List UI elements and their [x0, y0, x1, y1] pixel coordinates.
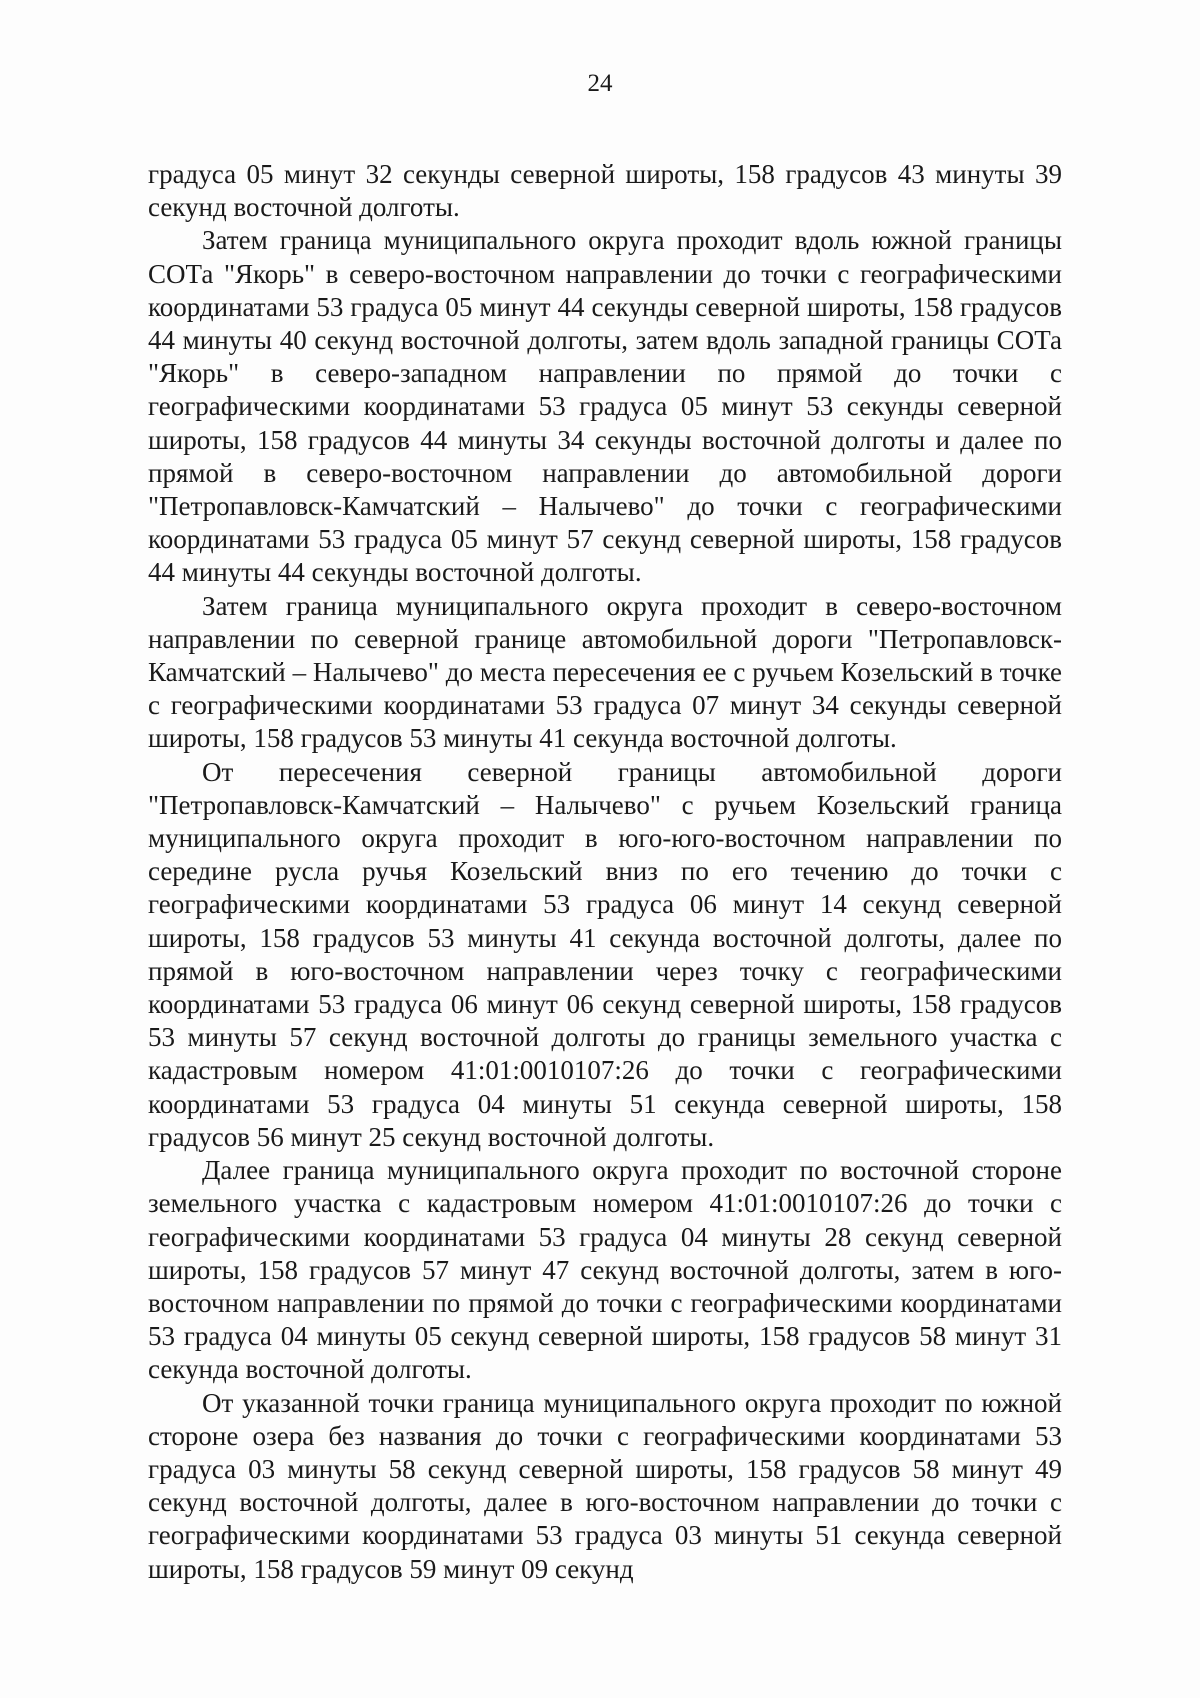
paragraph: Далее граница муниципального округа проходит по восточной стороне земельного участка с кадастровым номером 41:01:0010107:26 до точки с географическими координатами 53 градуса 04 минуты 28 секунд северной широты, 158 градусов 57 минут 47 секунд восточной долготы, затем в юго-восточном направлении по прямой до точки с географическими координатами 53 градуса 04 минуты 05 секунд северной широты, 158 градусов 58 минут 31 секунда восточной долготы.	[148, 1155, 1062, 1385]
paragraph: Затем граница муниципального округа проходит вдоль южной границы СОТа "Якорь" в северо-восточном направлении до точки с географическими координатами 53 градуса 05 минут 44 секунды северной широты, 158 градусов 44 минуты 40 секунд восточной долготы, затем вдоль западной границы СОТа "Якорь" в северо-западном направлении по прямой до точки с географическими координатами 53 градуса 05 минут 53 секунды северной широты, 158 градусов 44 минуты 34 секунды восточной долготы и далее по прямой в северо-восточном направлении до автомобильной дороги "Петропавловск-Камчатский – Налычево" до точки с географическими координатами 53 градуса 05 минут 57 секунд северной широты, 158 градусов 44 минуты 44 секунды восточной долготы.	[148, 225, 1062, 588]
paragraph: Затем граница муниципального округа проходит в северо-восточном направлении по северной границе автомобильной дороги "Петропавловск-Камчатский – Налычево" до места пересечения ее с ручьем Козельский в точке с географическими координатами 53 градуса 07 минут 34 секунды северной широты, 158 градусов 53 минуты 41 секунда восточной долготы.	[148, 590, 1062, 754]
document-body	[148, 158, 1062, 1586]
paragraph-continuation: градуса 05 минут 32 секунды северной широты, 158 градусов 43 минуты 39 секунд восточной долготы.	[148, 159, 1062, 223]
paragraph: От пересечения северной границы автомобильной дороги "Петропавловск-Камчатский – Налычево" с ручьем Козельский граница муниципального округа проходит в юго-юго-восточном направлении по середине русла ручья Козельский вниз по его течению до точки с географическими координатами 53 градуса 06 минут 14 секунд северной широты, 158 градусов 53 минуты 41 секунда восточной долготы, далее по прямой в юго-восточном направлении через точку с географическими координатами 53 градуса 06 минут 06 секунд северной широты, 158 градусов 53 минуты 57 секунд восточной долготы до границы земельного участка с кадастровым номером 41:01:0010107:26 до точки с географическими координатами 53 градуса 04 минуты 51 секунда северной широты, 158 градусов 56 минут 25 секунд восточной долготы.	[148, 756, 1062, 1152]
paragraph: От указанной точки граница муниципального округа проходит по южной стороне озера без названия до точки с географическими координатами 53 градуса 03 минуты 58 секунд северной широты, 158 градусов 58 минут 49 секунд восточной долготы, далее в юго-восточном направлении до точки с географическими координатами 53 градуса 03 минуты 51 секунда северной широты, 158 градусов 59 минут 09 секунд	[148, 1387, 1062, 1584]
page-number: 24	[587, 70, 613, 97]
